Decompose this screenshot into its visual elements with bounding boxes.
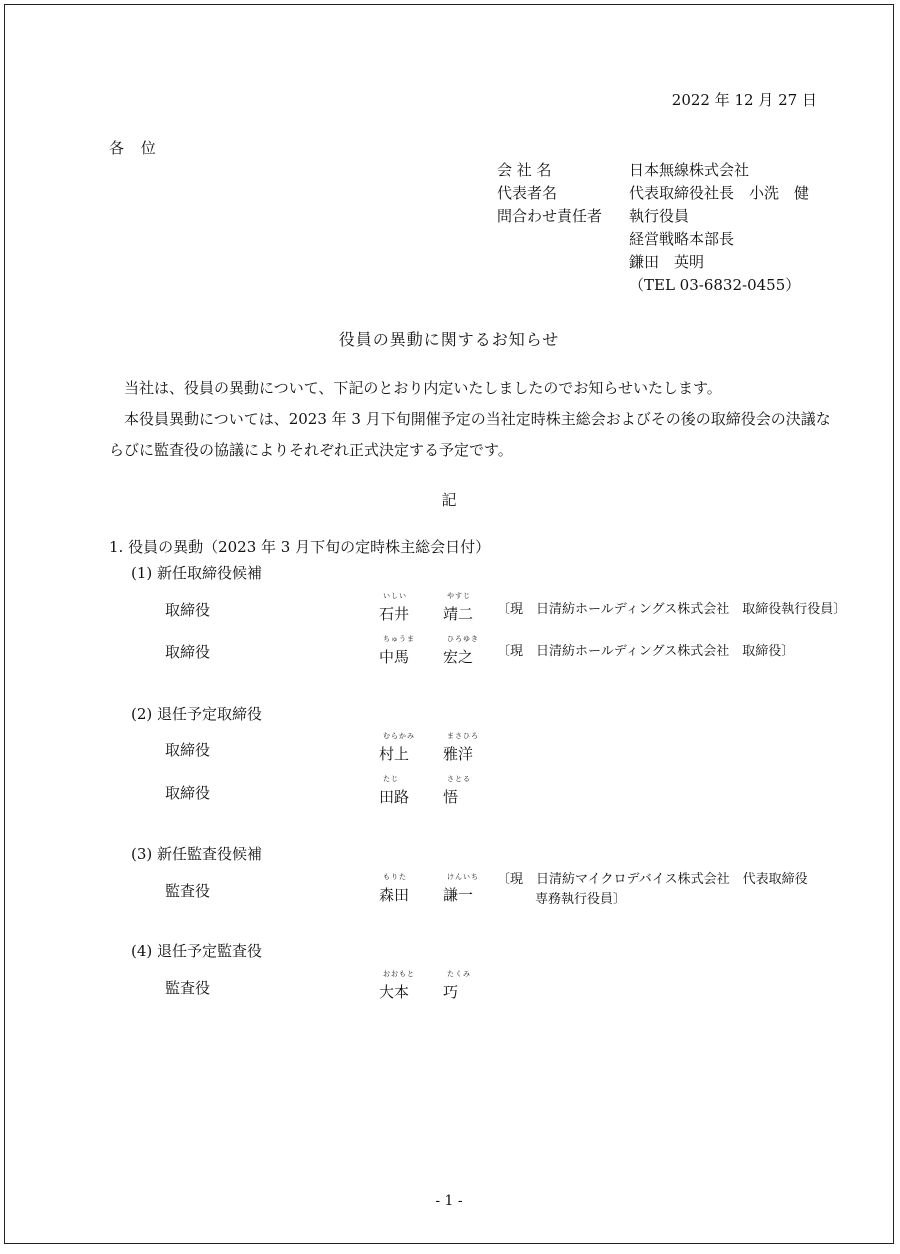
family-name: ちゅうま 中馬 [379, 635, 415, 666]
document-page [4, 4, 894, 1244]
family-ruby: いしい [383, 592, 407, 600]
entry-role: 取締役 [165, 784, 211, 802]
family-ruby: たじ [383, 775, 399, 783]
entry-name [379, 635, 507, 667]
entry-current-position: 〔現 日清紡ホールディングス株式会社 取締役〕 [497, 644, 795, 659]
contact-value [629, 205, 800, 297]
family-name: むらかみ 村上 [379, 732, 415, 763]
family-name: いしい 石井 [379, 592, 410, 623]
given-ruby: さとる [447, 775, 471, 783]
given-ruby: けんいち [447, 873, 479, 881]
document-date: 2022 年 12 月 27 日 [671, 91, 817, 109]
entry-current-position: 〔現 日清紡マイクロデバイス株式会社 代表取締役 [497, 872, 808, 887]
entry-name [379, 775, 507, 807]
subsection-heading-new-directors: (1) 新任取締役候補 [131, 564, 263, 582]
contact-line: 執行役員 [629, 207, 690, 225]
entry-name [379, 732, 507, 764]
company-value: 日本無線株式会社 [629, 161, 750, 179]
contact-label: 問合わせ責任者 [497, 207, 603, 225]
entry-name [379, 873, 507, 905]
contact-line: 経営戦略本部長 [629, 230, 735, 248]
document-title: 役員の異動に関するお知らせ [338, 330, 560, 349]
body-paragraph-1: 当社は、役員の異動について、下記のとおり内定いたしましたのでお知らせいたします。 [124, 379, 722, 397]
entry-role: 取締役 [165, 601, 211, 619]
company-label: 会 社 名 [497, 161, 552, 179]
given-name: けんいち 謙一 [443, 873, 479, 904]
company-info [497, 159, 809, 297]
given-name: まさひろ 雅洋 [443, 732, 479, 763]
family-ruby: おおもと [383, 970, 415, 978]
given-name: さとる 悟 [443, 775, 471, 806]
given-name: たくみ 巧 [443, 970, 471, 1001]
subsection-heading-retiring-directors: (2) 退任予定取締役 [131, 705, 263, 723]
given-ruby: たくみ [447, 970, 471, 978]
entry-current-position-cont: 専務執行役員〕 [535, 892, 627, 907]
page-number: - 1 - [435, 1193, 463, 1209]
contact-row [497, 205, 809, 297]
body-paragraph-2: 本役員異動については、2023 年 3 月下旬開催予定の当社定時株主総会およびその後の取締役会の決議ならびに監査役の協議によりそれぞれ正式決定する予定です。 [109, 410, 831, 459]
entry-role: 監査役 [165, 979, 211, 997]
family-name: もりた 森田 [379, 873, 410, 904]
given-name: ひろゆき 宏之 [443, 635, 479, 666]
given-name: やすじ 靖二 [443, 592, 474, 623]
family-ruby: もりた [383, 873, 407, 881]
subsection-heading-retiring-auditors: (4) 退任予定監査役 [131, 942, 263, 960]
contact-line: 鎌田 英明 [629, 253, 705, 271]
ki-heading: 記 [441, 491, 457, 509]
entry-current-position: 〔現 日清紡ホールディングス株式会社 取締役執行役員〕 [497, 602, 847, 617]
entry-name [379, 970, 507, 1002]
entry-role: 監査役 [165, 882, 211, 900]
section-heading: 1. 役員の異動（2023 年 3 月下旬の定時株主総会日付） [109, 538, 491, 556]
entry-role: 取締役 [165, 643, 211, 661]
representative-row [497, 182, 809, 205]
addressee: 各 位 [109, 139, 162, 157]
family-name: たじ 田路 [379, 775, 410, 806]
subsection-heading-new-auditors: (3) 新任監査役候補 [131, 845, 263, 863]
given-ruby: やすじ [447, 592, 471, 600]
given-ruby: ひろゆき [447, 635, 479, 643]
given-ruby: まさひろ [447, 732, 479, 740]
family-ruby: ちゅうま [383, 635, 415, 643]
representative-value: 代表取締役社長 小洗 健 [629, 184, 810, 202]
contact-line: （TEL 03-6832-0455） [629, 276, 801, 294]
family-name: おおもと 大本 [379, 970, 415, 1001]
entry-role: 取締役 [165, 741, 211, 759]
representative-label: 代表者名 [497, 184, 558, 202]
entry-name [379, 592, 507, 624]
family-ruby: むらかみ [383, 732, 415, 740]
company-row [497, 159, 809, 182]
